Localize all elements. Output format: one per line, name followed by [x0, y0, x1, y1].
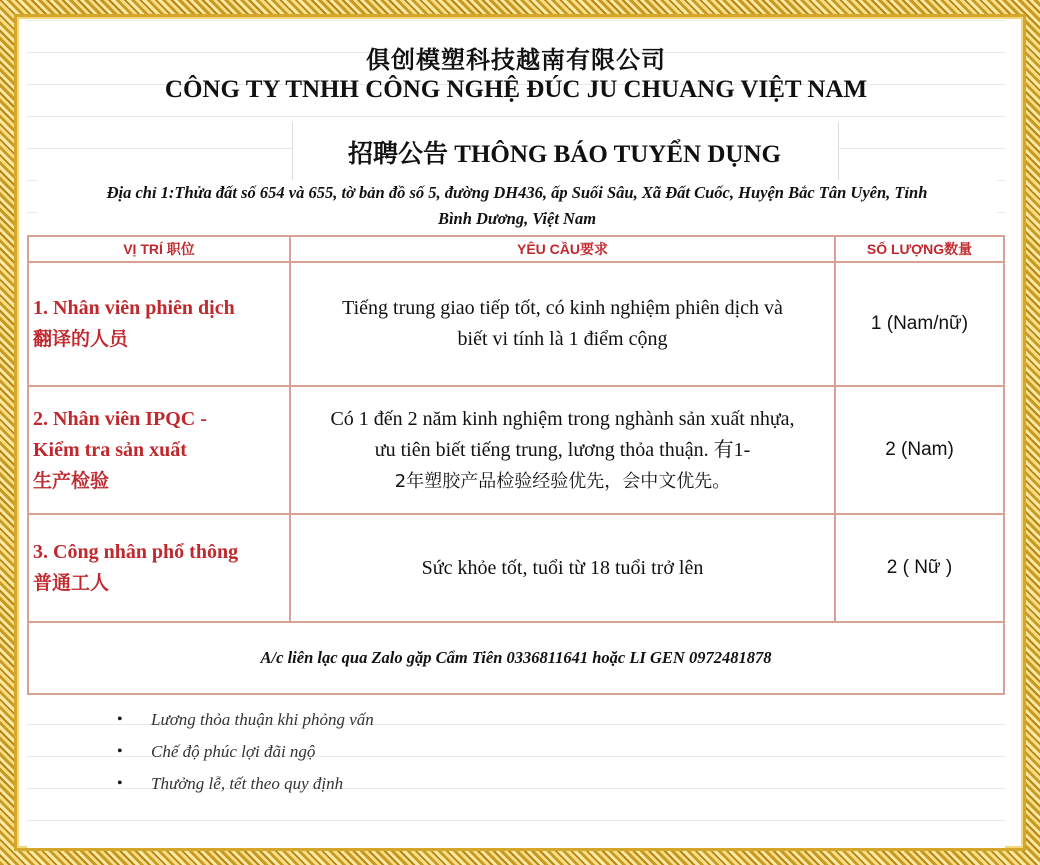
table-row-3-requirements [289, 513, 836, 623]
benefits-list [117, 704, 977, 800]
table-row-3-position [27, 513, 291, 623]
list-item [117, 736, 977, 768]
table-row-3-quantity: 2 ( Nữ ) [834, 513, 1005, 623]
company-address [37, 180, 997, 232]
position-name-cn: 普通工人 [33, 572, 110, 594]
column-header-requirements: YÊU CẦU要求 [289, 235, 836, 263]
benefit-text: Thưởng lễ, tết theo quy định [151, 774, 344, 793]
table-row-2-quantity: 2 (Nam) [834, 385, 1005, 515]
address-line-2: Bình Dương, Việt Nam [437, 209, 597, 228]
requirement-line-cn: 2年塑胶产品检验经验优先，会中文优先。 [394, 470, 731, 492]
table-row-2-requirements [289, 385, 836, 515]
position-name-vn: 3. Công nhân phổ thông [33, 541, 239, 563]
requirement-line: Có 1 đến 2 năm kinh nghiệm trong nghành sản xuất nhựa, [330, 407, 795, 430]
table-row-1-position [27, 261, 291, 387]
table-row-1-quantity: 1 (Nam/nữ) [834, 261, 1005, 387]
benefit-text: Lương thỏa thuận khi phỏng vấn [151, 710, 374, 729]
requirement-line: biết vi tính là 1 điểm cộng [457, 328, 668, 350]
bullet-icon: • [117, 775, 123, 792]
position-name-vn-2: Kiểm tra sản xuất [33, 438, 187, 461]
job-notice-sheet [27, 20, 1005, 848]
position-name-vn: 1. Nhân viên phiên dịch [33, 297, 235, 319]
benefit-text: Chế độ phúc lợi đãi ngộ [151, 742, 316, 761]
column-header-quantity: SỐ LƯỢNG数量 [834, 235, 1005, 263]
bullet-icon: • [117, 711, 123, 728]
requirement-line: ưu tiên biết tiếng trung, lương thỏa thuận. 有1- [374, 438, 751, 461]
contact-info: A/c liên lạc qua Zalo gặp Cẩm Tiên 0336811641 hoặc LI GEN 0972481878 [27, 621, 1005, 695]
list-item [117, 768, 977, 800]
bullet-icon: • [117, 743, 123, 760]
address-line-1: Địa chỉ 1:Thửa đất số 654 và 655, tờ bản đồ số 5, đường DH436, ấp Suối Sâu, Xã Đất Cuốc, Huyện Bắc Tân Uyên, Tỉnh [106, 183, 928, 202]
position-name-cn: 翻译的人员 [33, 328, 129, 350]
table-row-1-requirements [289, 261, 836, 387]
company-name-vietnamese: CÔNG TY TNHH CÔNG NGHỆ ĐÚC JU CHUANG VIỆT NAM [164, 76, 868, 103]
position-name-cn: 生产检验 [33, 469, 110, 492]
recruitment-notice-title: 招聘公告 THÔNG BÁO TUYỂN DỤNG [348, 141, 781, 168]
company-name-chinese: 俱创模塑科技越南有限公司 [366, 46, 666, 74]
list-item [117, 704, 977, 736]
column-header-position: VỊ TRÍ 职位 [27, 235, 291, 263]
requirement-line: Sức khỏe tốt, tuổi từ 18 tuổi trở lên [421, 556, 704, 579]
table-row-2-position [27, 385, 291, 515]
requirement-line: Tiếng trung giao tiếp tốt, có kinh nghiệm phiên dịch và [342, 297, 783, 319]
position-name-vn: 2. Nhân viên IPQC - [33, 407, 207, 430]
